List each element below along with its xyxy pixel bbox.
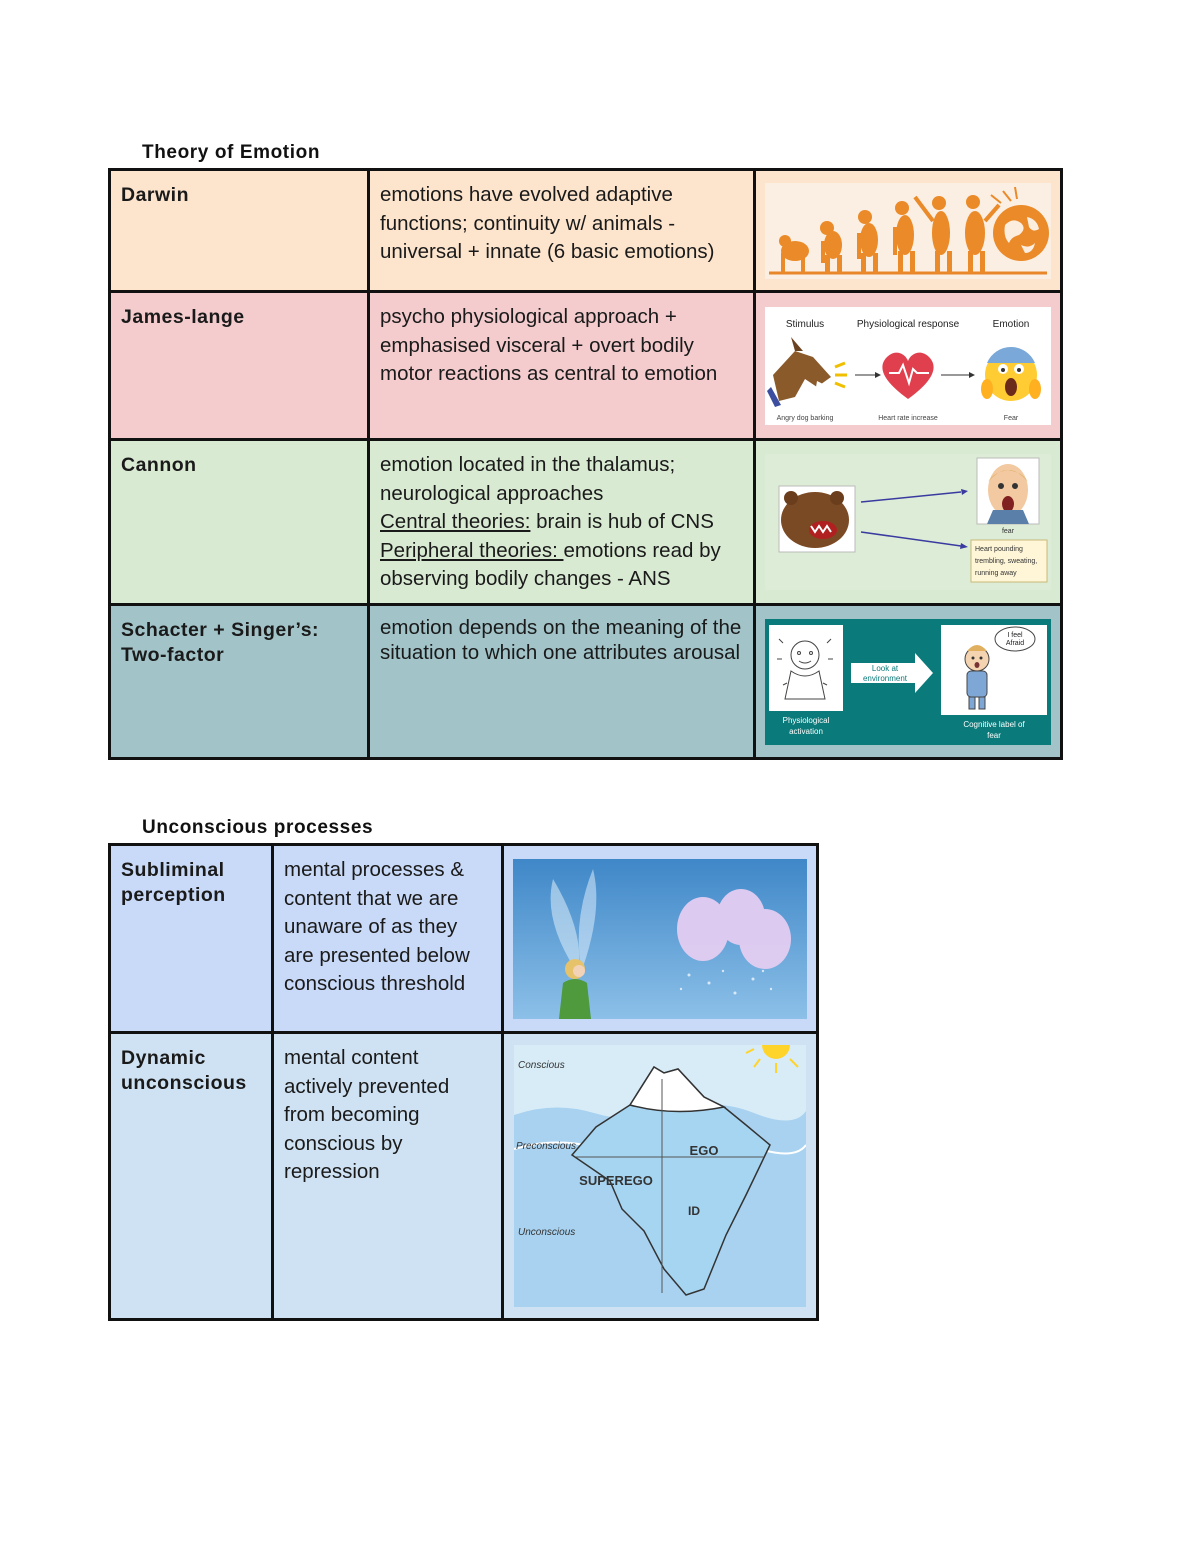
evolution-figure [755, 170, 1062, 292]
speech-bubble-text: Afraid [1005, 639, 1025, 647]
term-line: Subliminal [121, 859, 225, 881]
scared-man-icon [977, 458, 1039, 524]
iceberg-level-label: Preconscious [516, 1141, 577, 1152]
diagram-label: Physiological response [856, 318, 960, 330]
iceberg-part-label: SUPEREGO [579, 1173, 653, 1188]
table-row [110, 1033, 818, 1320]
term-line: unconscious [121, 1072, 247, 1094]
note-line: Heart pounding [975, 546, 1023, 553]
iceberg-figure [503, 1033, 818, 1320]
march-of-progress-image [765, 183, 1051, 279]
iceberg-part-label: EGO [689, 1143, 719, 1158]
term-schacter-singer [110, 605, 369, 759]
diagram-label: Emotion [992, 318, 1030, 330]
term-james-lange: James-lange [110, 292, 369, 440]
emotion-section-title: Theory of Emotion [142, 142, 321, 163]
james-lange-figure [755, 292, 1062, 440]
left-caption: Physiological [782, 715, 830, 725]
desc-dynamic-unconscious: mental content actively prevented from becoming conscious by repression [273, 1033, 503, 1320]
diagram-label: Stimulus [785, 318, 825, 330]
cannon-figure [755, 440, 1062, 605]
term-darwin: Darwin [110, 170, 369, 292]
right-caption: Cognitive label of [963, 719, 1025, 729]
term-line: Schacter + Singer’s: [121, 619, 320, 641]
diagram-caption: Heart rate increase [878, 414, 938, 422]
central-theories-line [380, 508, 743, 537]
table-row [110, 845, 818, 1033]
desc-darwin: emotions have evolved adaptive functions; continuity w/ animals - universal + innate (6 basic emotions) [369, 170, 755, 292]
term-subliminal-perception [110, 845, 273, 1033]
bear-icon [779, 486, 855, 552]
desc-subliminal-perception: mental processes & content that we are unaware of as they are presented below conscious threshold [273, 845, 503, 1033]
term-cannon: Cannon [110, 440, 369, 605]
diagram-caption: Fear [1003, 414, 1019, 422]
left-caption: activation [789, 726, 823, 736]
bear-fear-diagram [765, 454, 1051, 590]
iceberg-level-label: Conscious [518, 1060, 565, 1071]
fear-caption: fear [1001, 528, 1015, 535]
term-line: Two-factor [121, 644, 225, 666]
central-theories-label: Central theories: [380, 510, 531, 533]
table-row [110, 440, 1062, 605]
speech-bubble-text: I feel [1007, 631, 1023, 639]
arrow-text: Look at [871, 663, 899, 673]
desc-james-lange: psycho physiological approach + emphasised visceral + overt bodily motor reactions as central to emotion [369, 292, 755, 440]
desc-line: neurological approaches [380, 481, 604, 505]
term-line: Dynamic [121, 1047, 206, 1069]
desc-cannon [369, 440, 755, 605]
table-row [110, 170, 1062, 292]
iceberg-level-label: Unconscious [518, 1227, 576, 1238]
term-line: perception [121, 884, 226, 906]
diagram-caption: Angry dog barking [776, 414, 834, 422]
central-theories-text: brain is hub of CNS [530, 510, 714, 533]
peripheral-theories-line [380, 537, 743, 594]
table-row [110, 605, 1062, 759]
note-line: running away [975, 570, 1017, 577]
note-line: trembling, sweating, [975, 558, 1038, 565]
iceberg-part-label: ID [688, 1204, 700, 1218]
unconscious-section-title: Unconscious processes [142, 817, 374, 838]
desc-line: emotion located in the thalamus; [380, 453, 676, 476]
term-dynamic-unconscious [110, 1033, 273, 1320]
fairy-clouds-image [513, 859, 807, 1019]
arrow-text: environment [862, 673, 908, 683]
table-row [110, 292, 1062, 440]
emotion-table [108, 168, 1063, 760]
unconscious-table [108, 843, 819, 1321]
peripheral-theories-text: emotions read by observing bodily changes - ANS [380, 538, 721, 590]
iceberg-diagram [514, 1045, 806, 1307]
right-caption: fear [987, 730, 1001, 740]
two-factor-diagram [765, 619, 1051, 745]
peripheral-theories-label: Peripheral theories: [380, 538, 564, 562]
stimulus-response-diagram [765, 307, 1051, 425]
two-factor-figure [755, 605, 1062, 759]
desc-schacter-singer: emotion depends on the meaning of the situation to which one attributes arousal [369, 605, 755, 759]
subliminal-figure [503, 845, 818, 1033]
